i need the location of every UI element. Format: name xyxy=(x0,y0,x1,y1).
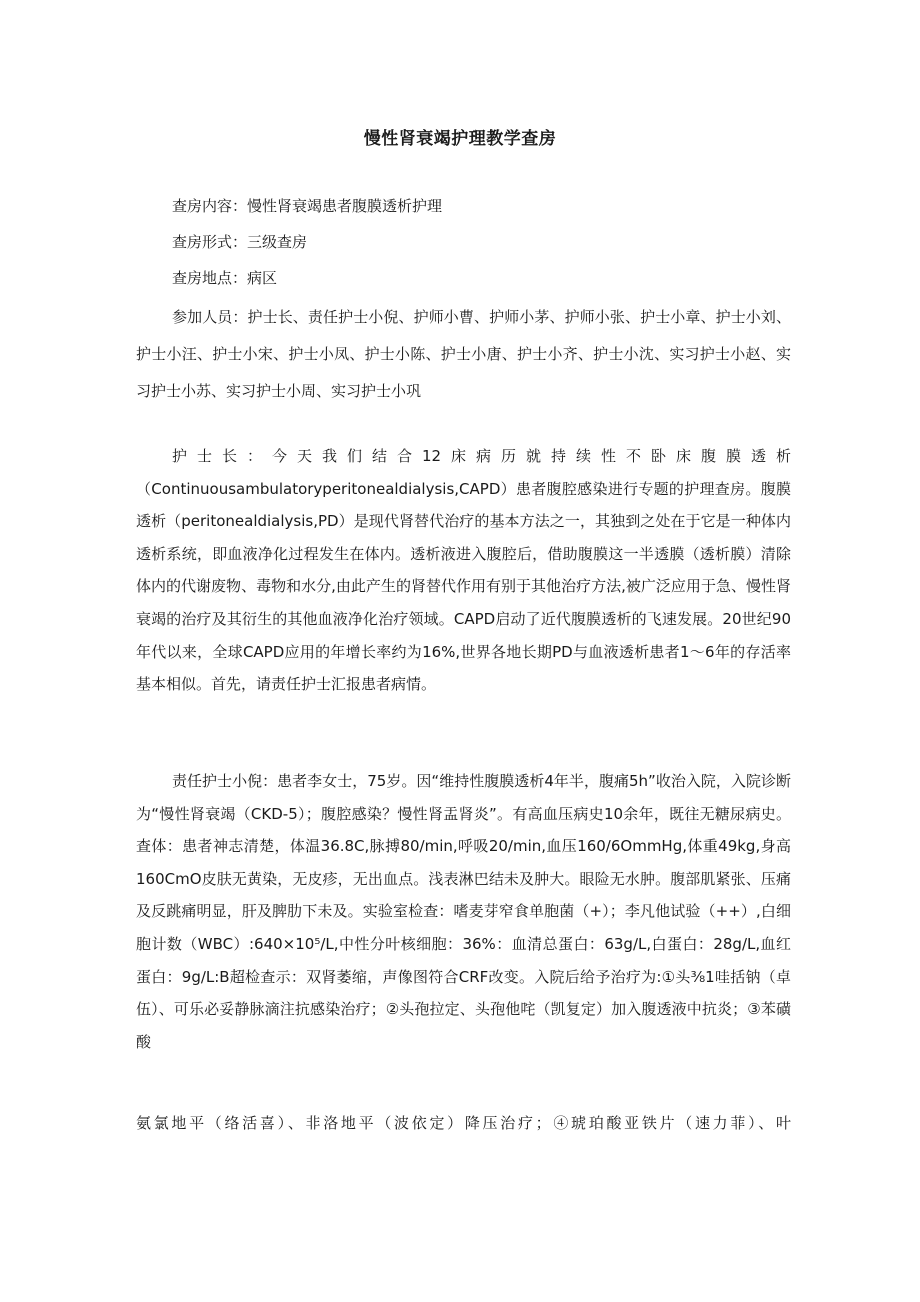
rounds-form: 查房形式：三级查房 xyxy=(172,233,308,251)
head-nurse-paragraph xyxy=(136,440,791,701)
document-title: 慢性肾衰竭护理教学查房 xyxy=(363,129,557,149)
paragraph: 护士长：今天我们结合12床病历就持续性不卧床腹膜透析（Continuousambulatoryperitonealdialysis,CAPD）患者腹腔感染进行专题的护理查房。腹膜透析（peritonealdialysis,PD）是现代肾替代治疗的基本方法之一，其独到之处在于它是一种体内透析系统，即血液净化过程发生在体内。透析液进入腹腔后，借助腹膜这一半透膜（透析膜）清除体内的代谢废物、毒物和水分,由此产生的肾替代作用有别于其他治疗方法,被广泛应用于急、慢性肾衰竭的治疗及其衍生的其他血液净化治疗领域。CAPD启动了近代腹膜透析的飞速发展。20世纪90年代以来，全球CAPD应用的年增长率约为16%,世界各地长期PD与血液透析患者1～6年的存活率基本相似。首先，请责任护士汇报患者病情。 xyxy=(136,447,791,694)
paragraph: 责任护士小倪：患者李女士，75岁。因“维持性腹膜透析4年半，腹痛5h”收治入院，入院诊断为“慢性肾衰竭（CKD-5）；腹腔感染？慢性肾盂肾炎”。有高血压病史10余年，既往无糖尿病史。查体：患者神志清楚，体温36.8C,脉搏80∕min,呼吸20∕min,血压160/6OmmHg,体重49kg,身高160CmO皮肤无黄染，无皮疹，无出血点。浅表淋巴结未及肿大。眼险无水肿。腹部肌紧张、压痛及反跳痛明显，肝及脾肋下未及。实验室检查：嗜麦芽窄食单胞菌（+）；李凡他试验（++）,白细胞计数（WBC）:640×10⁵/L,中性分叶核细胞：36%：血清总蛋白：63g∕L,白蛋白：28g/L,血红蛋白：9g∕L:B超检查示：双肾萎缩，声像图符合CRF改变。入院后给予治疗为:①头⅜1哇括钠（卓伍）、可乐必妥静脉滴注抗感染治疗；②头孢拉定、头孢他咤（凯复定）加入腹透液中抗炎；③苯磺酸 xyxy=(136,772,791,1051)
rounds-participants: 参加人员：护士长、责任护士小倪、护师小曹、护师小茅、护师小张、护士小章、护士小刘、护士小汪、护士小宋、护士小凤、护士小陈、护士小唐、护士小齐、护士小沈、实习护士小赵、实习护士小苏、实习护士小周、实习护士小巩 xyxy=(136,308,791,400)
rounds-location: 查房地点：病区 xyxy=(172,269,278,287)
responsible-nurse-paragraph xyxy=(136,765,791,1058)
continuation-line: 氨氯地平（络活喜）、非洛地平（波依定）降压治疗；④琥珀酸亚铁片（速力菲）、叶 xyxy=(136,1114,791,1132)
rounds-content: 查房内容：慢性肾衰竭患者腹膜透析护理 xyxy=(172,197,443,215)
rounds-info xyxy=(136,190,791,410)
